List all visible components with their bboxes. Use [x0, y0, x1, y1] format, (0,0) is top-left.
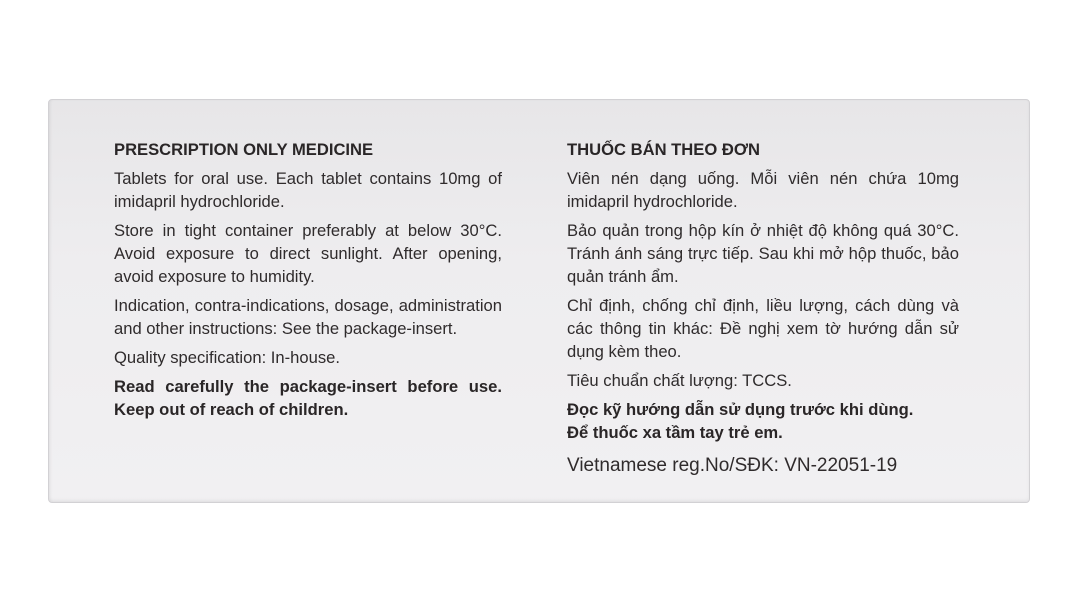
vietnamese-warning-line-2: Để thuốc xa tầm tay trẻ em. — [567, 423, 783, 442]
registration-number: Vietnamese reg.No/SĐK: VN-22051-19 — [567, 455, 898, 476]
english-label-column — [114, 138, 502, 427]
english-composition-text: Tablets for oral use. Each tablet contains 10mg of imidapril hydrochloride. — [114, 169, 502, 211]
english-indication-text: Indication, contra-indications, dosage, administration and other instructions: See the package-insert. — [114, 296, 502, 338]
vietnamese-warning-line-1: Đọc kỹ hướng dẫn sử dụng trước khi dùng. — [567, 400, 914, 419]
english-storage-text: Store in tight container preferably at below 30°C. Avoid exposure to direct sunlight. After opening, avoid exposure to humidity. — [114, 221, 502, 286]
vietnamese-composition-text: Viên nén dạng uống. Mỗi viên nén chứa 10mg imidapril hydrochloride. — [567, 169, 959, 211]
vietnamese-indication-text: Chỉ định, chống chỉ định, liều lượng, cách dùng và các thông tin khác: Đề nghị xem tờ hướng dẫn sử dụng kèm theo. — [567, 296, 959, 361]
vietnamese-label-column — [567, 138, 959, 478]
english-quality-text: Quality specification: In-house. — [114, 348, 340, 367]
english-heading: PRESCRIPTION ONLY MEDICINE — [114, 140, 374, 159]
vietnamese-quality-text: Tiêu chuẩn chất lượng: TCCS. — [567, 371, 792, 390]
vietnamese-storage-text: Bảo quản trong hộp kín ở nhiệt độ không quá 30°C. Tránh ánh sáng trực tiếp. Sau khi mở hộp thuốc, bảo quản tránh ẩm. — [567, 221, 959, 286]
vietnamese-heading: THUỐC BÁN THEO ĐƠN — [567, 140, 760, 159]
english-warning-text: Read carefully the package-insert before use. Keep out of reach of children. — [114, 377, 502, 419]
